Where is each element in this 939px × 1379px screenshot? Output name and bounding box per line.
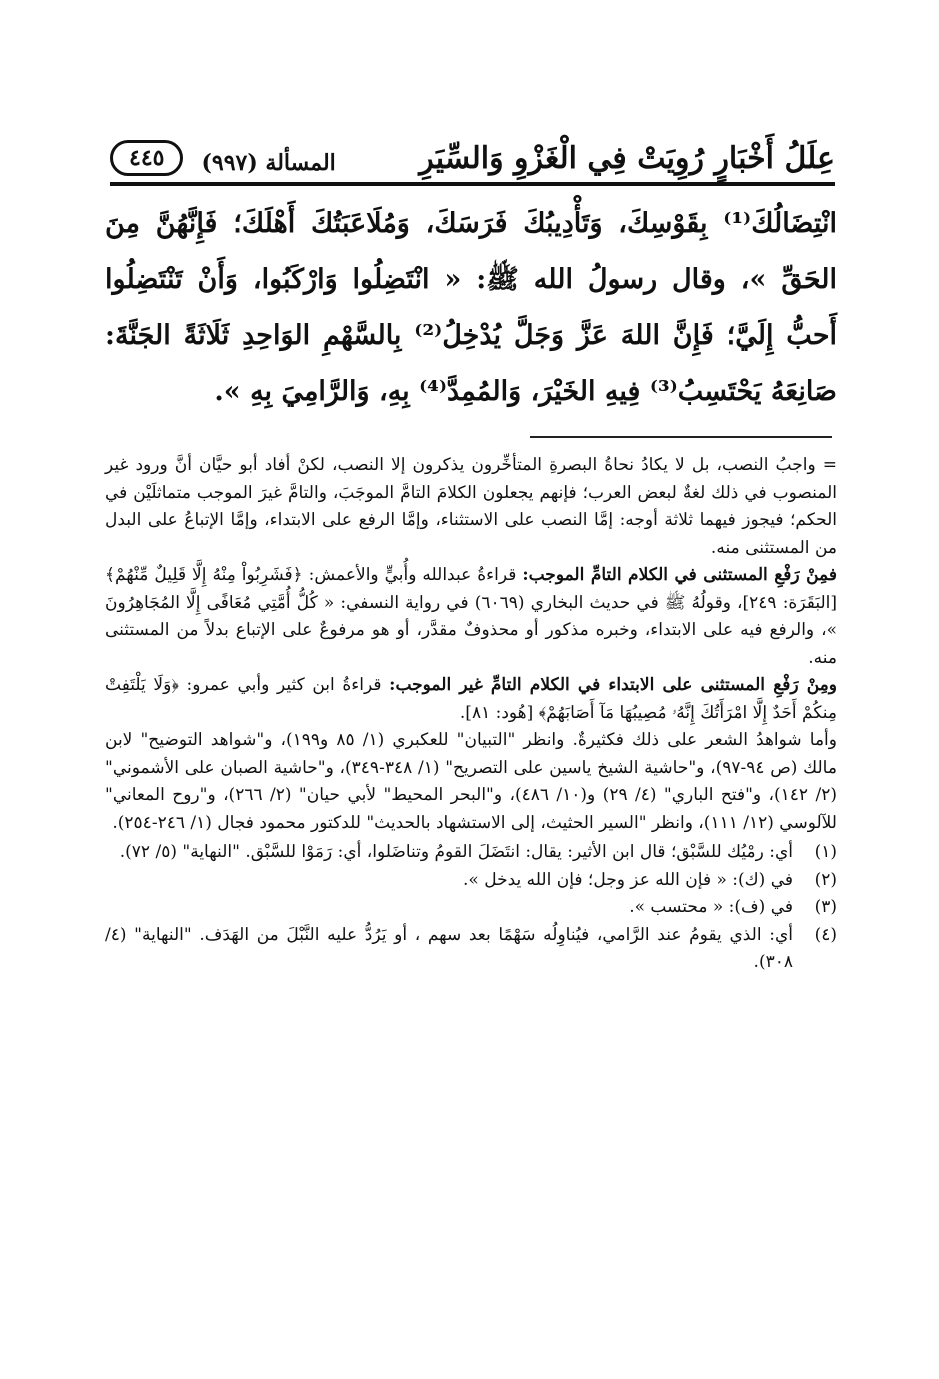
footnote-mark: (٢) — [814, 869, 837, 890]
footnote-1 — [105, 839, 837, 867]
footnote-paragraph-raf-mujab — [105, 562, 837, 672]
paragraph-heading: فمِنْ رَفْعِ المستثنى في الكلام التامِّ الموجب: — [522, 565, 838, 585]
issue-number: المسألة (٩٩٧) — [201, 150, 336, 176]
footnote-mark: (٣) — [814, 897, 837, 917]
running-header — [110, 124, 835, 186]
footnote-text: أي: رمْيُك للسَّبْق؛ قال ابن الأثير: يقال: انتَضَلَ القومُ وتناضَلوا، أي: رَمَوْا للسَّبْق. "النهاية" (٥/ ٧٢). — [119, 842, 793, 862]
footnote-paragraph-references: وأما شواهدُ الشعر على ذلك فكثيرةٌ. وانظر "التبيان" للعكبري (١/ ٨٥ و١٩٩)، و"شواهد التوضيح" لابن مالك (ص ٩٤-٩٧)، و"حاشية الشيخ ياسين على التصريح" (١/ ٣٤٨-٣٤٩)، و"حاشية الصبان على الأشموني" (٢/ ١٤٢)، و"فتح الباري" (٤/ ٢٩) و(١٠/ ٤٨٦)، و"البحر المحيط" لأبي حيان" (٢/ ٢٦٦)، و"روح المعاني" للآلوسي (١٢/ ١١١)، وانظر "السير الحثيث، إلى الاستشهاد بالحديث" للدكتور محمود فجال (١/ ٢٤٦-٢٥٤). — [105, 730, 837, 833]
footnote-text: في (ك): « فإن الله عز وجل؛ فإن الله يدخل ». — [463, 869, 793, 890]
footnote-text: أي: الذي يقومُ عند الرَّامي، فيُناوِلُه سَهْمًا بعد سهم ، أو يَرُدُّ عليه النَّبْلَ من الهَدَف. "النهاية" (٤/ ٣٠٨). — [105, 924, 793, 972]
footnote-mark: (٤) — [814, 924, 837, 945]
page-number: ٤٤٥ — [110, 140, 183, 176]
paragraph-text: قراءةُ عبدالله وأُبيٍّ والأعمش: ﴿فَشَرِبُواْ مِنْهُ إِلَّا قَلِيلٌ مِّنْهُمْ﴾ [البَقَرَة: ٢٤٩]، وقولُهُ ﷺ في حديث البخاري (٦٠٦٩) في رواية النسفي: « كُلُّ أُمَّتِي مُعَافًى إِلَّا المُجَاهِرُونَ »، والرفع فيه على الابتداء، وخبره مذكور أو محذوفٌ مقدَّر، أو هو مرفوعٌ على الإتباع بدلاً من المستثنى منه. — [105, 565, 837, 668]
main-text — [105, 196, 837, 420]
footnote-continuation: = واجبُ النصب، بل لا يكادُ نحاةُ البصرةِ المتأخِّرون يذكرون إلا النصب، لكنْ أفاد أبو حيَّان أنَّ ورود غير المنصوب في ذلك لغةٌ لبعض العرب؛ فإنهم يجعلون الكلامَ التامَّ الموجَبَ، والتامَّ غيرَ الموجب متماثلَيْن في الحكم؛ فيجوز فيهما ثلاثة أوجه: إمَّا النصب على الاستثناء، وإمَّا الرفع على الابتداء، وإمَّا الإتباعُ على البدل من المستثنى منه. — [105, 455, 837, 558]
footnote-3 — [105, 894, 837, 922]
paragraph-heading: ومِنْ رَفْعِ المستثنى على الابتداء في الكلام التامِّ غير الموجب: — [389, 675, 838, 695]
footnote-4 — [105, 922, 837, 977]
footnote-separator — [530, 436, 832, 438]
paragraph-text: قراءةُ ابن كثير وأبي عمرو: ﴿وَلَا يَلْتَفِتْ مِنكُمْ أَحَدٌ إِلَّا امْرَأَتُكَ إِنَّهُۥ مُصِيبُهَا مَآ أَصَابَهُمْ﴾ [هُود: ٨١]. — [105, 675, 837, 723]
main-paragraph: انْتِضَالُكَ⁽¹⁾ بِقَوْسِكَ، وَتَأْدِيبُكَ فَرَسَكَ، وَمُلَاعَبَتُكَ أَهْلَكَ؛ فَإِنَّهُنَّ مِنَ الحَقِّ »، وقال رسولُ الله ﷺ: « انْتَضِلُوا وَارْكَبُوا، وَأَنْ تَنْتَضِلُوا أَحبُّ إِلَيَّ؛ فَإِنَّ اللهَ عَزَّ وَجَلَّ يُدْخِلُ⁽²⁾ بِالسَّهْمِ الوَاحِدِ ثَلَاثَةً الجَنَّةَ: صَانِعَهُ يَحْتَسِبُ⁽³⁾ فِيهِ الخَيْرَ، وَالمُمِدَّ⁽⁴⁾ بِهِ، وَالرَّامِيَ بِهِ ». — [105, 208, 838, 407]
footnote-text: في (ف): « محتسب ». — [629, 897, 793, 917]
footnote-mark: (١) — [814, 842, 837, 862]
book-title: عِلَلُ أَخْبَارٍ رُوِيَتْ فِي الْغَزْوِ وَالسِّيَرِ — [419, 141, 835, 176]
footnotes-area — [105, 452, 837, 977]
footnote-2 — [105, 867, 837, 895]
footnote-paragraph-ibtida — [105, 672, 837, 727]
header-left-group — [110, 140, 336, 182]
